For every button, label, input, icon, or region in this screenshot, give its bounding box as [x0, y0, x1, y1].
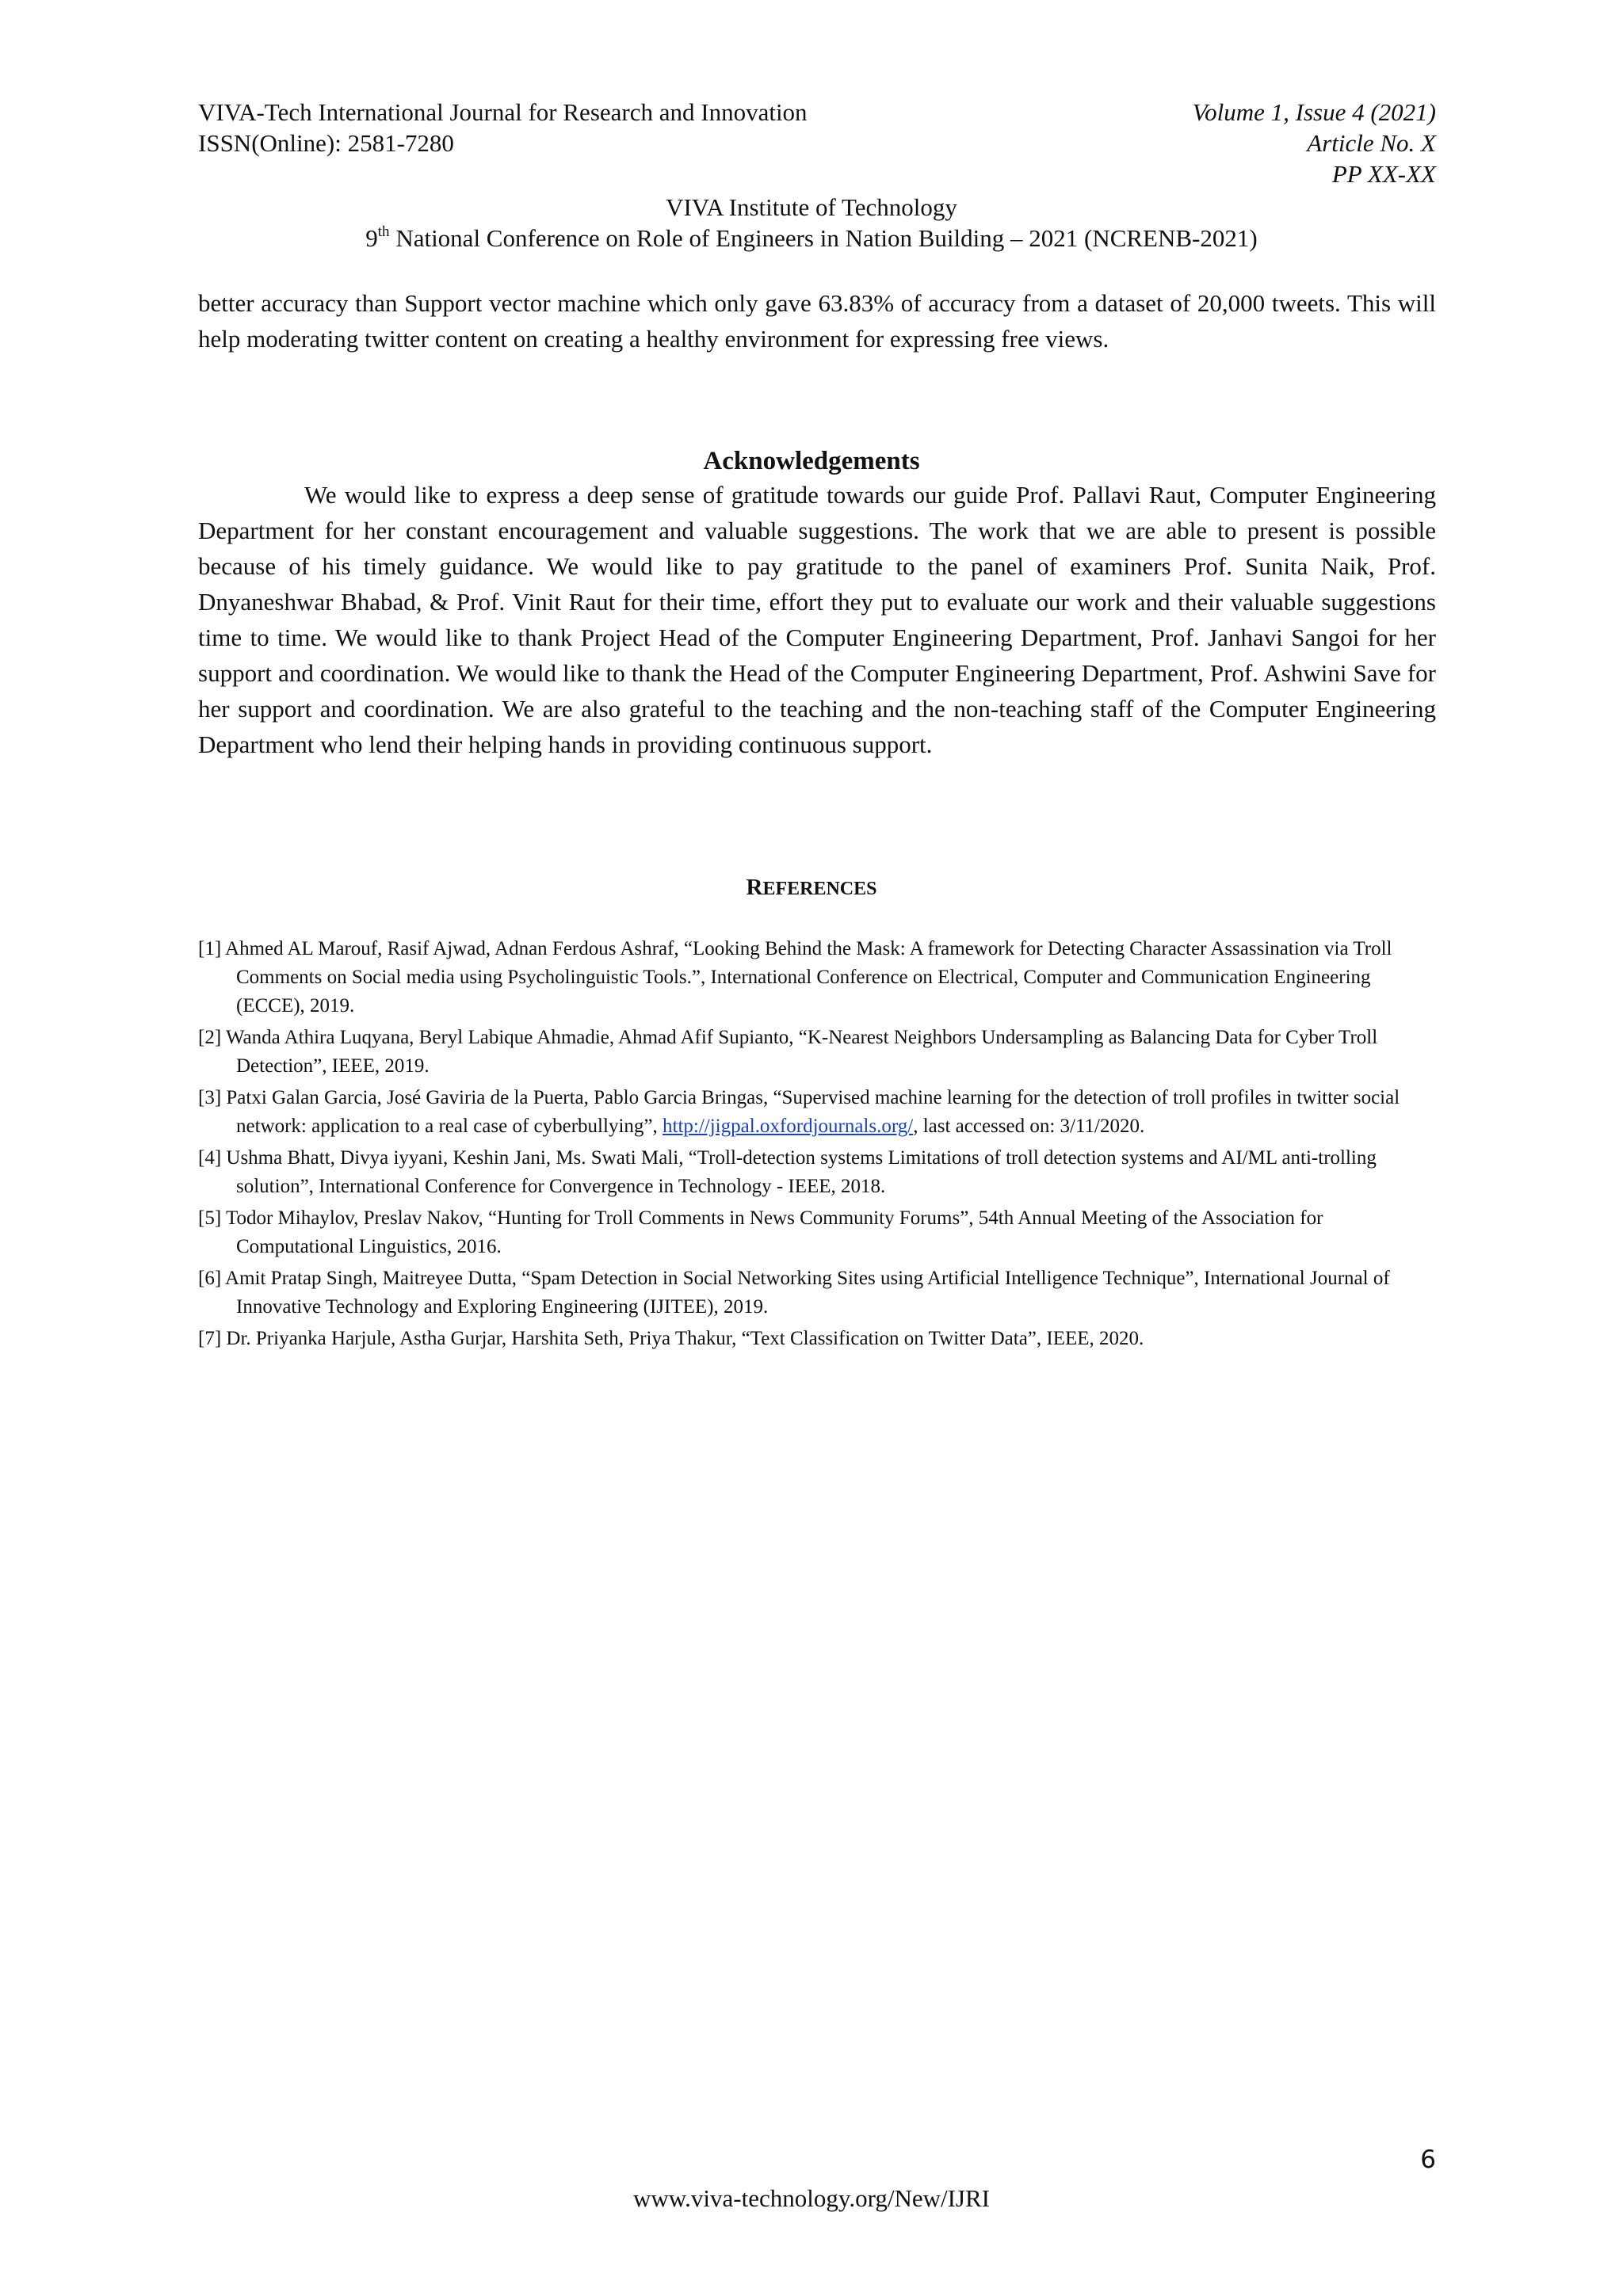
- reference-item: [198, 1084, 1442, 1141]
- reference-item: [5] Todor Mihaylov, Preslav Nakov, “Hunting for Troll Comments in News Community Forums”, 54th Annual Meeting of the Association for Computational Linguistics, 2016.: [198, 1207, 1323, 1257]
- acknowledgements-text: We would like to express a deep sense of gratitude towards our guide Prof. Pallavi Raut, Computer Engineering Department for her constant encouragement and valuable suggestions. The work that we are able to present is possible because of his timely guidance. We would like to pay gratitude to the panel of examiners Prof. Sunita Naik, Prof. Dnyaneshwar Bhabad, & Prof. Vinit Raut for their time, effort they put to evaluate our work and their valuable suggestions time to time. We would like to thank Project Head of the Computer Engineering Department, Prof. Janhavi Sangoi for her support and coordination. We would like to thank the Head of the Computer Engineering Department, Prof. Ashwini Save for her support and coordination. We are also grateful to the teaching and the non-teaching staff of the Computer Engineering Department who lend their helping hands in providing continuous support.: [198, 481, 1436, 758]
- conference-ordinal: th: [377, 223, 390, 240]
- volume-issue: Volume 1, Issue 4 (2021): [1192, 98, 1436, 126]
- reference-item: [6] Amit Pratap Singh, Maitreyee Dutta, “Spam Detection in Social Networking Sites using Artificial Intelligence Technique”, International Journal of Innovative Technology and Exploring Engineering (IJITEE), 2019.: [198, 1268, 1390, 1318]
- issn: ISSN(Online): 2581-7280: [198, 129, 454, 157]
- article-number: Article No. X: [1307, 129, 1436, 157]
- institute-name: VIVA Institute of Technology: [666, 193, 957, 221]
- journal-title: VIVA-Tech International Journal for Research and Innovation: [198, 98, 808, 126]
- header-center: [0, 192, 1623, 254]
- reference-text: , last accessed on: 3/11/2020.: [913, 1116, 1145, 1137]
- conference-number: 9: [365, 224, 378, 252]
- reference-item: [4] Ushma Bhatt, Divya iyyani, Keshin Jani, Ms. Swati Mali, “Troll-detection systems Limitations of troll detection systems and AI/ML anti-trolling solution”, International Conference for Convergence in Technology - IEEE, 2018.: [198, 1147, 1377, 1197]
- page-range: PP XX-XX: [1331, 160, 1436, 188]
- acknowledgements-heading: Acknowledgements: [703, 447, 920, 475]
- reference-item: [7] Dr. Priyanka Harjule, Astha Gurjar, Harshita Seth, Priya Thakur, “Text Classification on Twitter Data”, IEEE, 2020.: [198, 1328, 1144, 1349]
- footer-url: www.viva-technology.org/New/IJRI: [633, 2184, 990, 2212]
- page-number: 6: [1420, 2145, 1436, 2174]
- conference-name: [0, 223, 1623, 254]
- references-heading-rest: EFERENCES: [762, 879, 877, 899]
- acknowledgements-paragraph: [198, 477, 1436, 762]
- reference-link[interactable]: http://jigpal.oxfordjournals.org/: [663, 1116, 914, 1137]
- intro-paragraph: better accuracy than Support vector machine which only gave 63.83% of accuracy from a dataset of 20,000 tweets. This will help moderating twitter content on creating a healthy environment for expressing free views.: [198, 289, 1436, 353]
- reference-item: [1] Ahmed AL Marouf, Rasif Ajwad, Adnan Ferdous Ashraf, “Looking Behind the Mask: A framework for Detecting Character Assassination via Troll Comments on Social media using Psycholinguistic Tools.”, International Conference on Electrical, Computer and Communication Engineering (ECCE), 2019.: [198, 938, 1392, 1016]
- reference-text: [3] Patxi Galan Garcia, José Gaviria de la Puerta, Pablo Garcia Bringas, “Supervised machine learning for the detection of troll profiles in twitter social network: application to a real case of cyberbullying”,: [198, 1087, 1400, 1137]
- references-list: [198, 935, 1442, 1356]
- header-left: [198, 97, 808, 158]
- conference-title: National Conference on Role of Engineers in Nation Building – 2021 (NCRENB-2021): [389, 224, 1258, 252]
- references-heading: [0, 871, 1623, 905]
- references-heading-initial: R: [746, 875, 763, 900]
- header-right: [1193, 97, 1436, 189]
- reference-item: [2] Wanda Athira Luqyana, Beryl Labique Ahmadie, Ahmad Afif Supianto, “K-Nearest Neighbors Undersampling as Balancing Data for Cyber Troll Detection”, IEEE, 2019.: [198, 1027, 1378, 1077]
